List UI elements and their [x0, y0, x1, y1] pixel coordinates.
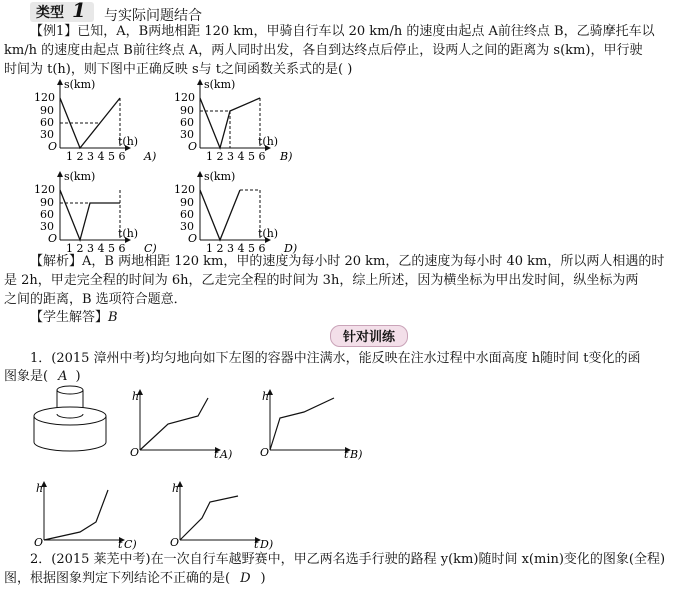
svg-text:30: 30: [40, 128, 54, 141]
graph-d: [174, 170, 297, 255]
example-line-3: 时间为 t(h)，则下图中正确反映 s与 t之间函数关系式的是( ): [4, 62, 353, 77]
svg-text:B): B): [350, 448, 363, 461]
svg-text:O: O: [260, 446, 270, 459]
svg-text:60: 60: [180, 208, 194, 221]
svg-text:s(km): s(km): [204, 78, 236, 91]
svg-text:D): D): [284, 242, 298, 255]
svg-text:120: 120: [174, 91, 195, 104]
graph-b: [174, 78, 292, 163]
q2-line-2: 图，根据图象判定下列结论不正确的是( D ): [4, 571, 266, 586]
svg-text:120: 120: [34, 91, 55, 104]
q2-answer: D: [240, 571, 251, 586]
svg-text:O: O: [188, 140, 198, 153]
svg-text:s(km): s(km): [64, 170, 96, 183]
svg-text:A): A): [220, 448, 233, 461]
svg-text:O: O: [34, 536, 44, 549]
student-answer: [30, 309, 118, 327]
svg-text:t: t: [254, 538, 259, 551]
q1-answer: A: [58, 369, 68, 384]
example-line-2: km/h 的速度由起点 B前往终点 A，两人同时出发，各自到达终点后停止，设两人之间的距离为 s(km)，甲行驶: [4, 43, 643, 58]
section-heading: 与实际问题结合: [104, 8, 202, 24]
svg-text:O: O: [188, 232, 198, 245]
graph-c: [34, 170, 157, 255]
svg-text:60: 60: [40, 208, 54, 221]
q1-graph-d: [170, 482, 273, 551]
svg-text:1 2 3 4 5 6: 1 2 3 4 5 6: [66, 150, 126, 163]
q1-graph-a: [130, 390, 232, 461]
q1-line-1: 1．(2015 漳州中考)均匀地向如下左图的容器中注满水，能反映在注水过程中水面高度 h随时间 t变化的函: [30, 351, 641, 366]
svg-text:O: O: [48, 232, 58, 245]
svg-text:30: 30: [180, 128, 194, 141]
svg-text:t(h): t(h): [258, 135, 279, 148]
svg-text:120: 120: [34, 183, 55, 196]
q1-line-2: 图象是( A ): [4, 369, 81, 384]
svg-text:O: O: [130, 446, 140, 459]
svg-text:h: h: [132, 390, 140, 403]
svg-text:h: h: [36, 482, 44, 495]
student-answer-value: B: [108, 310, 118, 325]
svg-text:1 2 3 4 5 6: 1 2 3 4 5 6: [206, 150, 266, 163]
svg-text:t: t: [118, 538, 123, 551]
svg-text:t(h): t(h): [258, 227, 279, 240]
svg-text:60: 60: [180, 116, 194, 129]
svg-text:60: 60: [40, 116, 54, 129]
svg-text:O: O: [170, 536, 180, 549]
svg-text:t: t: [344, 448, 349, 461]
svg-text:A): A): [144, 150, 157, 163]
svg-text:h: h: [172, 482, 180, 495]
example-graphs: [0, 78, 686, 256]
svg-text:t: t: [214, 448, 219, 461]
svg-text:t(h): t(h): [118, 227, 139, 240]
graph-a-ylabel: s(km): [64, 78, 96, 91]
analysis-line-2: 是 2h，甲走完全程的时间为 6h，乙走完全程的时间为 3h，综上所述，因为横坐标为甲出发时间，纵坐标为两: [4, 273, 639, 288]
type-badge-number: 1: [72, 0, 86, 22]
graph-a: [34, 78, 156, 163]
graph-c-curve: [60, 190, 120, 240]
svg-text:C): C): [124, 538, 137, 551]
svg-text:D): D): [260, 538, 274, 551]
analysis-line-3: 之间的距离，B 选项符合题意．: [4, 292, 187, 307]
q1-graphs: [0, 382, 686, 552]
analysis-line-1: 【解析】A，B 两地相距 120 km，甲的速度为每小时 20 km，乙的速度为每小时 40 km，所以两人相遇的时: [30, 254, 665, 269]
svg-text:O: O: [48, 140, 58, 153]
svg-text:30: 30: [180, 220, 194, 233]
svg-text:C): C): [144, 242, 157, 255]
svg-text:h: h: [262, 390, 270, 403]
svg-text:90: 90: [180, 104, 194, 117]
svg-text:30: 30: [40, 220, 54, 233]
container-icon: [34, 386, 106, 451]
svg-text:B): B): [280, 150, 293, 163]
svg-text:90: 90: [180, 196, 194, 209]
svg-text:t(h): t(h): [118, 135, 139, 148]
q1-graph-b: [260, 390, 362, 461]
type-badge-label: 类型: [36, 5, 64, 21]
svg-text:1 2 3 4 5 6: 1 2 3 4 5 6: [206, 242, 266, 255]
svg-text:90: 90: [40, 196, 54, 209]
q2-line-1: 2．(2015 莱芜中考)在一次自行车越野赛中，甲乙两名选手行驶的路程 y(km)随时间 x(min)变化的图象(全程): [30, 552, 666, 567]
q1-graph-c: [34, 482, 137, 551]
svg-text:s(km): s(km): [204, 170, 236, 183]
student-answer-label: 【学生解答】: [30, 310, 109, 325]
example-line-1: 【例1】已知，A，B两地相距 120 km，甲骑自行车以 20 km/h 的速度由起点 A前往终点 B，乙骑摩托车以: [30, 24, 655, 39]
svg-text:1 2 3 4 5 6: 1 2 3 4 5 6: [66, 242, 126, 255]
svg-text:120: 120: [174, 183, 195, 196]
practice-title: 针对训练: [343, 330, 396, 345]
graph-d-curve: [200, 190, 240, 240]
svg-text:90: 90: [40, 104, 54, 117]
